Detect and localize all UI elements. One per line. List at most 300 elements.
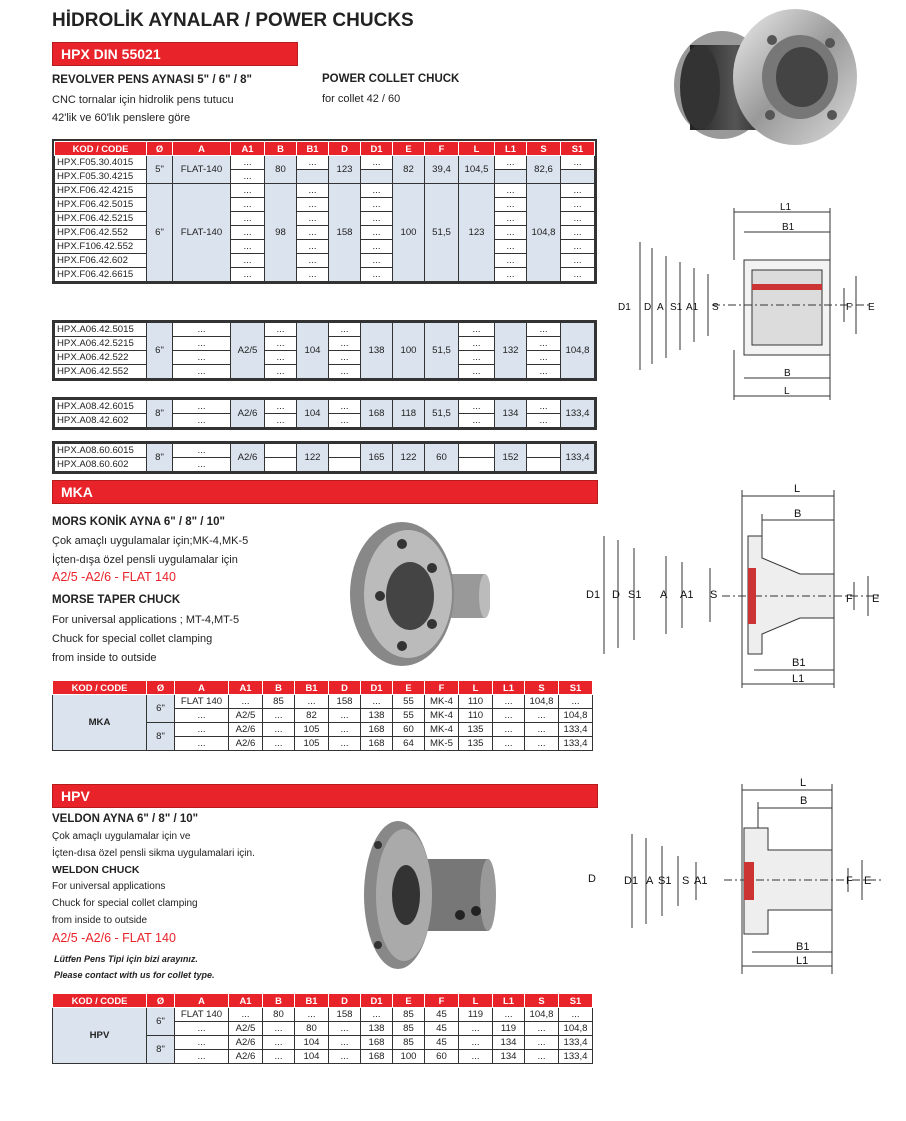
cell: 104,8 [559,1022,593,1036]
header-L1: L1 [493,681,525,695]
cell: ... [525,1050,559,1064]
cell: ... [263,1036,295,1050]
cell: ... [493,695,525,709]
cell: ... [525,1036,559,1050]
cell-A1: A2/6 [231,400,265,428]
header-L: L [459,994,493,1008]
cell-L: ... [459,400,495,414]
cell: ... [459,1036,493,1050]
cell-S: 104,8 [527,184,561,282]
cell-A: ... [173,351,231,365]
drawing-label-L1: L1 [780,202,792,213]
cell: 138 [361,709,393,723]
drawing-label-L: L [794,483,801,495]
cell-A: ... [173,323,231,337]
cell: ... [329,737,361,751]
cell-B: ... [265,351,297,365]
page-title: HİDROLİK AYNALAR / POWER CHUCKS [52,10,414,31]
drawing-label-S: S [682,875,690,887]
hpv-technical-drawing [584,776,894,976]
cell-D1: ... [361,268,393,282]
cell: ... [329,1022,361,1036]
cell: ... [175,709,229,723]
hpv-chuck-photo [360,815,500,975]
hpv-section-bar: HPV [52,784,598,808]
cell-S1: ... [561,198,595,212]
header-D1: D1 [361,681,393,695]
drawing-label-A: A [660,589,668,601]
size-cell: 6" [147,184,173,282]
cell: 158 [329,695,361,709]
table-header-row [53,681,593,695]
header-D1: D1 [361,994,393,1008]
cell-D: ... [329,351,361,365]
product-code: HPX.A08.42.6015 [55,400,147,414]
cell: 82 [295,709,329,723]
cell-L: ... [459,365,495,379]
product-code: MKA [53,695,147,751]
drawing-label-A1: A1 [686,302,699,313]
cell-L1: ... [495,198,527,212]
cell: 85 [393,1022,425,1036]
cell-A: FLAT-140 [173,156,231,184]
cell-S: ... [527,323,561,337]
cell: ... [263,709,295,723]
cell: ... [295,695,329,709]
cell: ... [329,723,361,737]
header-S: S [525,681,559,695]
cell: ... [361,1008,393,1022]
hpx-spec-table-4 [54,399,595,428]
drawing-label-A1: A1 [694,875,708,887]
cell-D1: ... [361,212,393,226]
cell: ... [493,1008,525,1022]
cell-S1: 133,4 [561,444,595,472]
cell: A2/6 [229,723,263,737]
mka-line2-tr: İçten-dışa özel pensli uygulamalar için [52,554,238,566]
cell: ... [361,695,393,709]
cell-A1: ... [231,170,265,184]
mka-line2-en: Chuck for special collet clamping [52,633,213,645]
cell-B1: 104 [297,323,329,379]
drawing-label-S1: S1 [628,589,642,601]
cell: 80 [263,1008,295,1022]
header-D: D [329,142,361,156]
hpx-heading-en: POWER COLLET CHUCK [322,73,460,85]
table-row [55,212,595,226]
cell: 104,8 [525,1008,559,1022]
product-code: HPX.A06.42.5215 [55,337,147,351]
header-L: L [459,681,493,695]
product-code: HPX.A06.42.5015 [55,323,147,337]
cell-L: ... [459,337,495,351]
mka-line3-en: from inside to outside [52,652,157,664]
product-code: HPX.F05.30.4015 [55,156,147,170]
mka-section-bar: MKA [52,480,598,504]
cell: ... [493,723,525,737]
hpv-heading-tr: VELDON AYNA 6" / 8" / 10" [52,813,199,825]
hpx-spec-table [54,141,595,282]
header-code: KOD / CODE [53,681,147,695]
cell-S [527,444,561,458]
table-row [55,198,595,212]
cell-B1: ... [297,226,329,240]
cell: A2/6 [229,1036,263,1050]
cell: 119 [493,1022,525,1036]
mka-line1-en: For universal applications ; MT-4,MT-5 [52,614,240,626]
cell: 135 [459,737,493,751]
size-cell: 8" [147,444,173,472]
cell-S1: ... [561,156,595,170]
hpv-line2-en: Chuck for special collet clamping [52,898,198,909]
drawing-label-B1: B1 [792,657,806,669]
cell: 45 [425,1036,459,1050]
table-row [55,254,595,268]
cell-L1: 152 [495,444,527,472]
cell-S1: 104,8 [561,323,595,379]
cell: 104 [295,1050,329,1064]
cell-F: 60 [425,444,459,472]
cell: 55 [393,709,425,723]
cell-L1: 134 [495,400,527,428]
cell-S1: ... [561,254,595,268]
cell: MK-4 [425,709,459,723]
table-row [53,695,593,709]
cell-E: 118 [393,400,425,428]
cell-L1: ... [495,254,527,268]
hpx-table-group-3 [52,320,597,381]
cell: A2/6 [229,1050,263,1064]
drawing-label-F: F [846,302,853,313]
header-A1: A1 [231,142,265,156]
cell-A1: ... [231,254,265,268]
header-F: F [425,681,459,695]
cell: ... [175,723,229,737]
product-code: HPX.F06.42.5015 [55,198,147,212]
cell: ... [295,1008,329,1022]
cell-B1: ... [297,212,329,226]
cell: 104,8 [559,709,593,723]
cell: ... [263,737,295,751]
hpv-line2-tr: İçten-dısa özel pensli sikma uygulamalari için. [52,848,255,859]
table-row [55,240,595,254]
drawing-label-L1: L1 [792,673,805,685]
cell-D: ... [329,400,361,414]
cell: 45 [425,1008,459,1022]
table-row [55,444,595,458]
cell: 119 [459,1008,493,1022]
drawing-label-A: A [646,875,654,887]
cell-B1: ... [297,268,329,282]
cell-B [265,444,297,458]
header-E: E [393,142,425,156]
cell: ... [459,1022,493,1036]
drawing-label-D: D [644,302,652,313]
size-cell: 5" [147,156,173,184]
hpx-line1-tr: CNC tornalar için hidrolik pens tutucu [52,94,234,106]
drawing-label-L1: L1 [796,955,809,967]
cell: ... [175,1022,229,1036]
header-A: A [173,142,231,156]
cell-A1: ... [231,212,265,226]
cell-B: 80 [265,156,297,184]
cell-S: ... [527,414,561,428]
cell-L: ... [459,414,495,428]
cell: 45 [425,1022,459,1036]
table-row [55,323,595,337]
cell: 133,4 [559,737,593,751]
product-code: HPX.A08.42.602 [55,414,147,428]
cell: ... [329,1036,361,1050]
drawing-label-B1: B1 [796,941,810,953]
cell-D: ... [329,323,361,337]
drawing-label-B: B [784,368,791,379]
hpx-table-group-5 [52,441,597,474]
cell-D [329,458,361,472]
size-cell: 6" [147,323,173,379]
cell: A2/5 [229,1022,263,1036]
cell-B: ... [265,400,297,414]
product-code: HPX.F06.42.4215 [55,184,147,198]
product-code: HPX.A08.60.602 [55,458,147,472]
cell-L [459,444,495,458]
drawing-label-A: A [657,302,664,313]
drawing-label-F: F [846,593,853,605]
hpx-line2-tr: 42'lik ve 60'lık penslere göre [52,112,191,124]
cell-D: 158 [329,184,361,282]
drawing-label-A1: A1 [680,589,694,601]
table-row [55,170,595,184]
header-A1: A1 [229,994,263,1008]
cell-E: 82 [393,156,425,184]
cell: 138 [361,1022,393,1036]
cell-B1: ... [297,156,329,170]
header-code: KOD / CODE [55,142,147,156]
cell-D [329,444,361,458]
cell: ... [229,1008,263,1022]
cell-D1: ... [361,254,393,268]
cell: 60 [393,723,425,737]
cell-F: 51,5 [425,400,459,428]
cell: 105 [295,737,329,751]
hpv-line1-en: For universal applications [52,881,166,892]
header-L1: L1 [493,994,525,1008]
drawing-label-B1: B1 [782,222,795,233]
cell-A1: ... [231,198,265,212]
mka-chuck-photo [340,512,490,672]
cell-S: ... [527,351,561,365]
mka-spec-table [52,680,593,751]
cell: ... [493,709,525,723]
cell-B: 98 [265,184,297,282]
header-L1: L1 [495,142,527,156]
product-code: HPX.F06.42.6615 [55,268,147,282]
cell-A: FLAT-140 [173,184,231,282]
table-row [55,400,595,414]
cell: ... [263,1050,295,1064]
product-code: HPX.A06.42.522 [55,351,147,365]
drawing-label-D: D [612,589,620,601]
header-D: D [329,994,361,1008]
cell: ... [263,1022,295,1036]
size-cell: 8" [147,723,175,751]
mka-red-line: A2/5 -A2/6 - FLAT 140 [52,570,176,584]
cell: 168 [361,723,393,737]
cell-L: ... [459,323,495,337]
cell-D: ... [329,365,361,379]
product-code: HPX.A08.60.6015 [55,444,147,458]
cell: ... [525,1022,559,1036]
cell: ... [525,709,559,723]
cell: 110 [459,695,493,709]
cell-L: 123 [459,184,495,282]
header-B1: B1 [295,994,329,1008]
cell-D: ... [329,414,361,428]
header-D: D [329,681,361,695]
product-code: HPV [53,1008,147,1064]
cell-A1: ... [231,156,265,170]
drawing-label-B: B [800,795,808,807]
cell-D1: ... [361,198,393,212]
cell: ... [493,737,525,751]
size-cell: 6" [147,695,175,723]
drawing-label-D1: D1 [586,589,601,601]
cell: 168 [361,1036,393,1050]
cell-D1: 168 [361,400,393,428]
cell: 168 [361,1050,393,1064]
header-B1: B1 [297,142,329,156]
hpv-line1-tr: Çok amaçlı uygulamalar için ve [52,831,191,842]
cell: 85 [263,695,295,709]
hpx-table-group-4 [52,397,597,430]
header-code: KOD / CODE [53,994,147,1008]
drawing-label-E: E [872,593,880,605]
cell-S: ... [527,337,561,351]
cell-A: ... [173,458,231,472]
mka-heading-tr: MORS KONİK AYNA 6" / 8" / 10" [52,516,225,528]
hpx-section-bar: HPX DIN 55021 [52,42,298,66]
cell: A2/5 [229,709,263,723]
cell-B1: ... [297,254,329,268]
product-code: HPX.F106.42.552 [55,240,147,254]
cell: 104,8 [525,695,559,709]
header-F: F [425,142,459,156]
mka-line1-tr: Çok amaçlı uygulamalar için;MK-4,MK-5 [52,535,249,547]
header-S1: S1 [559,681,593,695]
hpv-heading-en: WELDON CHUCK [52,864,140,876]
header-dia: Ø [147,681,175,695]
drawing-label-S1: S1 [658,875,672,887]
cell-B1: 122 [297,444,329,472]
header-D1: D1 [361,142,393,156]
mka-table-wrap [52,680,593,751]
cell-F: 39,4 [425,156,459,184]
cell-A1: ... [231,184,265,198]
hpx-line-en: for collet 42 / 60 [322,93,401,105]
cell: ... [559,1008,593,1022]
cell-F: 51,5 [425,184,459,282]
cell: ... [263,723,295,737]
cell-B: ... [265,365,297,379]
hpv-line3-en: from inside to outside [52,915,148,926]
cell: ... [459,1050,493,1064]
cell-B1: ... [297,240,329,254]
hpv-note-tr: Lütfen Pens Tipi için bizi arayınız. [54,954,198,964]
cell: 158 [329,1008,361,1022]
cell-L1: ... [495,240,527,254]
header-B1: B1 [295,681,329,695]
cell: 168 [361,737,393,751]
drawing-label-S1: S1 [670,302,683,313]
drawing-label-D1: D1 [624,875,639,887]
table-row [55,226,595,240]
header-S: S [525,994,559,1008]
header-B: B [265,142,297,156]
cell: 134 [493,1050,525,1064]
cell-B: ... [265,414,297,428]
cell: 100 [393,1050,425,1064]
cell: 64 [393,737,425,751]
cell: ... [175,1050,229,1064]
product-code: HPX.F05.30.4215 [55,170,147,184]
cell-D1: 165 [361,444,393,472]
hpx-spec-table-5 [54,443,595,472]
cell-L: ... [459,351,495,365]
cell-S [527,458,561,472]
header-B: B [263,681,295,695]
header-F: F [425,994,459,1008]
cell-E: 100 [393,323,425,379]
cell-L [459,458,495,472]
cell-S1: ... [561,226,595,240]
cell-S: ... [527,400,561,414]
drawing-label-S: S [712,302,719,313]
cell: ... [525,723,559,737]
cell: 85 [393,1008,425,1022]
cell-S1: ... [561,240,595,254]
table-row [53,1008,593,1022]
mka-heading-en: MORSE TAPER CHUCK [52,594,181,606]
header-S1: S1 [561,142,595,156]
cell-L1: ... [495,156,527,170]
drawing-label-E: E [868,302,875,313]
hpv-red-line: A2/5 -A2/6 - FLAT 140 [52,931,176,945]
product-code: HPX.F06.42.552 [55,226,147,240]
hpv-table-wrap [52,993,593,1064]
cell-A1: ... [231,268,265,282]
cell-E: 122 [393,444,425,472]
cell-L1: ... [495,226,527,240]
table-row [55,156,595,170]
cell: 104 [295,1036,329,1050]
table-header-row [53,994,593,1008]
cell: 80 [295,1022,329,1036]
hpx-heading-tr: REVOLVER PENS AYNASI 5" / 6" / 8" [52,74,252,86]
cell: MK-4 [425,723,459,737]
table-row [55,268,595,282]
cell: ... [175,737,229,751]
cell: FLAT 140 [175,1008,229,1022]
cell-F: 51,5 [425,323,459,379]
cell-D1: ... [361,240,393,254]
cell-D: 123 [329,156,361,184]
cell-L1: ... [495,212,527,226]
size-cell: 8" [147,400,173,428]
cell-L: 104,5 [459,156,495,184]
drawing-label-E: E [864,875,872,887]
cell: 110 [459,709,493,723]
cell-L1: ... [495,184,527,198]
